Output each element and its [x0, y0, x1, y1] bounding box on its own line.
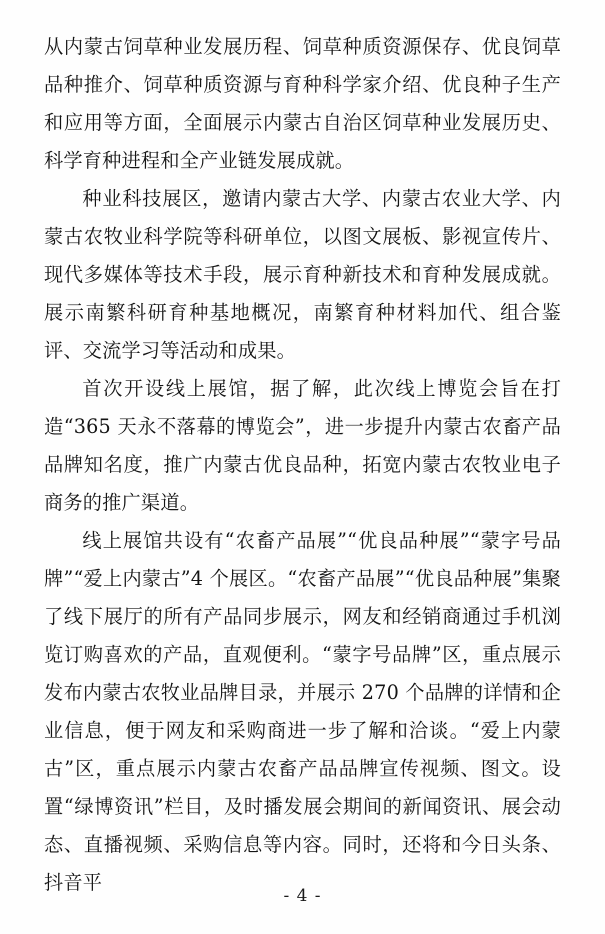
paragraph-4: 线上展馆共设有“农畜产品展”“优良品种展”“蒙字号品牌”“爱上内蒙古”4 个展区。“农畜产品展”“优良品种展”集聚了线下展厅的所有产品同步展示，网友和经销商通过手机浏览订购喜欢的产品，直观便利。“蒙字号品牌”区，重点展示发布内蒙古农牧业品牌目录，并展示 270 个品牌的详情和企业信息，便于网友和采购商进一步了解和洽谈。“爱上内蒙古”区，重点展示内蒙古农畜产品品牌宣传视频、图文。设置“绿博资讯”栏目，及时播发展会期间的新闻资讯、展会动态、直播视频、采购信息等内容。同时，还将和今日头条、抖音平 [44, 529, 561, 894]
paragraph-1: 从内蒙古饲草种业发展历程、饲草种质资源保存、优良饲草品种推介、饲草种质资源与育种科学家介绍、优良种子生产和应用等方面，全面展示内蒙古自治区饲草种业发展历史、科学育种进程和全产业链发展成就。 [44, 35, 561, 172]
page-number: - 4 - [283, 886, 322, 906]
document-body [44, 28, 561, 902]
paragraph-3: 首次开设线上展馆，据了解，此次线上博览会旨在打造“365 天永不落幕的博览会”，进一步提升内蒙古农畜产品品牌知名度，推广内蒙古优良品种，拓宽内蒙古农牧业电子商务的推广渠道。 [44, 377, 561, 514]
paragraph-2: 种业科技展区，邀请内蒙古大学、内蒙古农业大学、内蒙古农牧业科学院等科研单位，以图文展板、影视宣传片、现代多媒体等技术手段，展示育种新技术和育种发展成就。展示南繁科研育种基地概况，南繁育种材料加代、组合鉴评、交流学习等活动和成果。 [44, 187, 561, 362]
